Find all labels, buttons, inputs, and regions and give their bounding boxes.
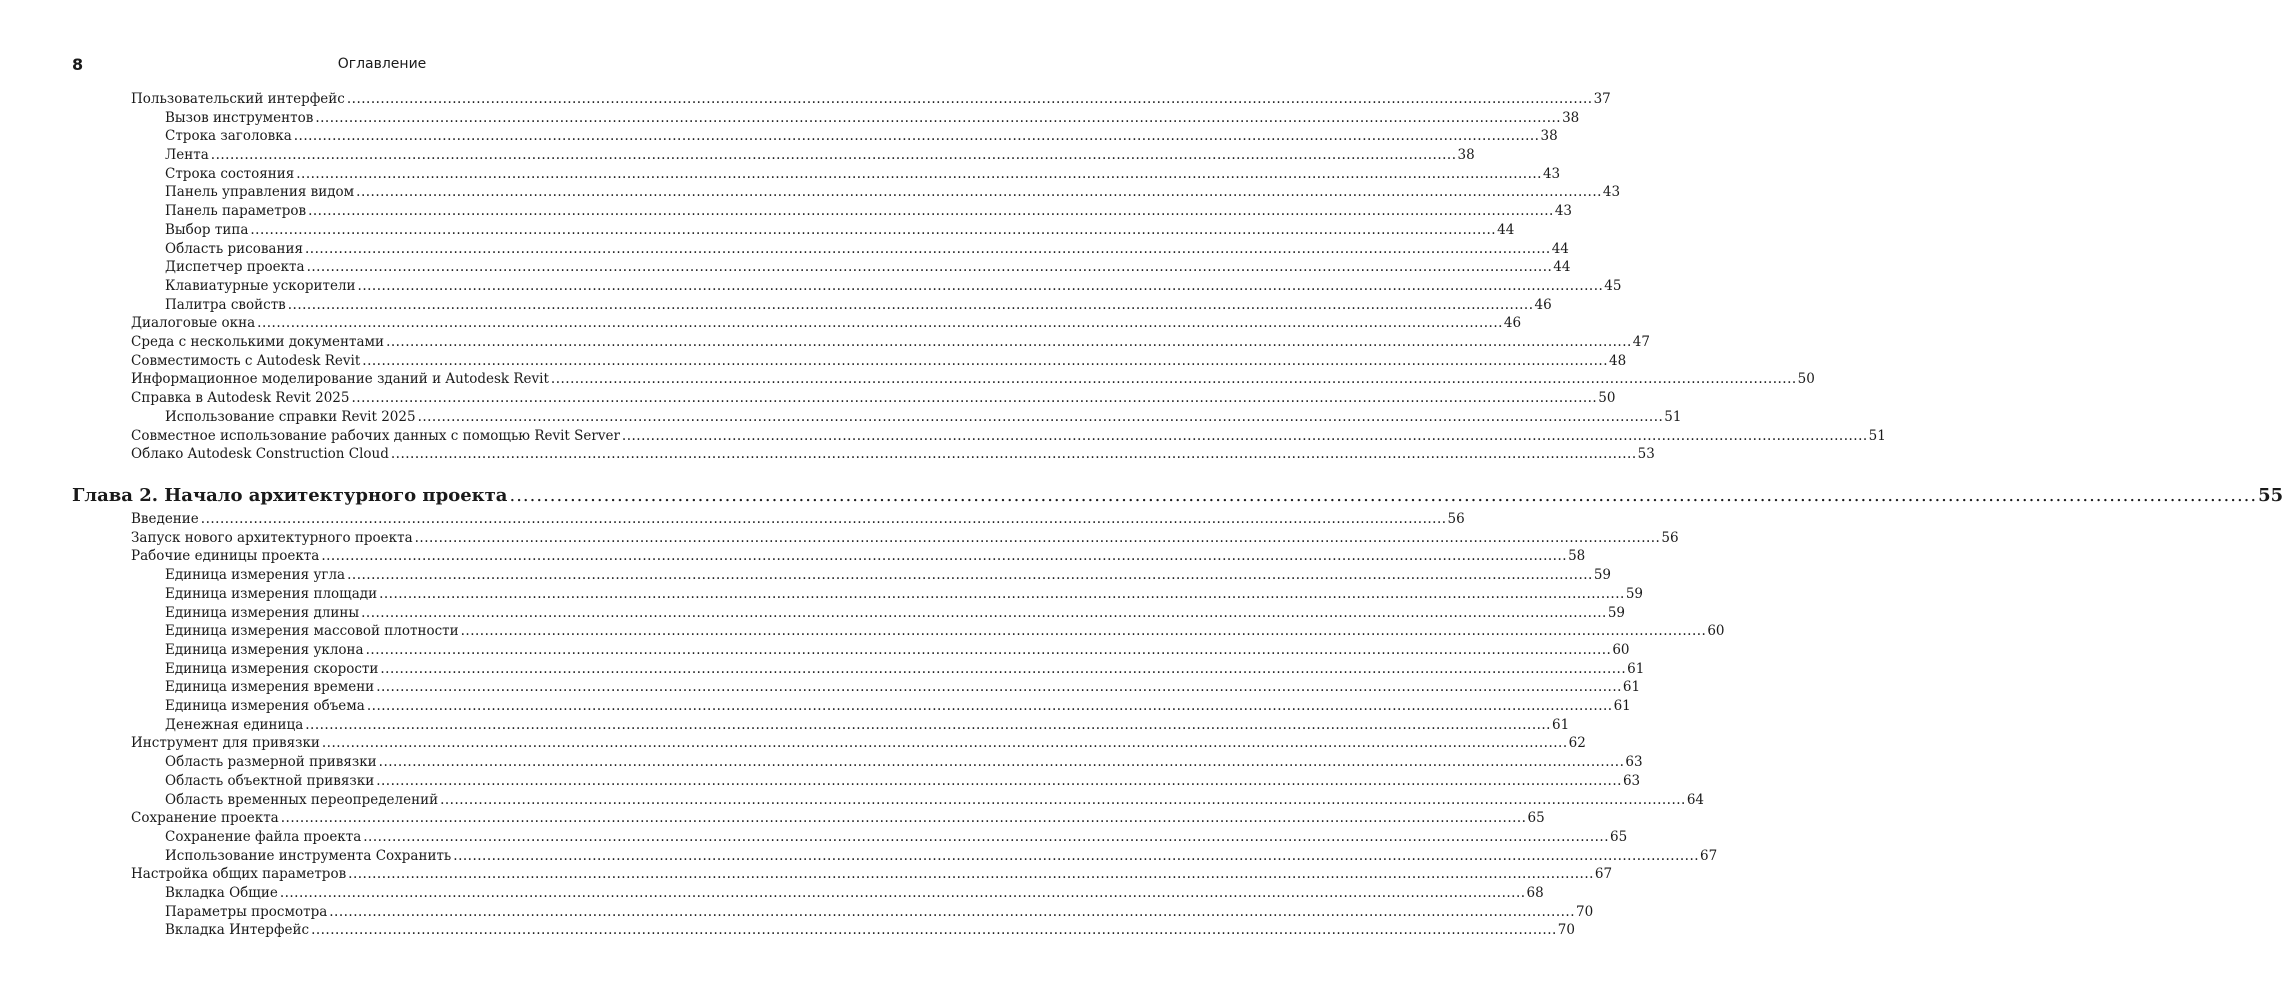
toc-entry [131,314,1522,332]
toc-leader-dots: .................................................................................................................................................................................................................................................................... [366,698,1613,714]
toc-entry-page: 53 [1637,446,1655,462]
toc-entry [131,389,1616,407]
toc-leader-dots: .................................................................................................................................................................................................................................................................... [380,661,1627,677]
toc-entry-page: 59 [1593,567,1612,583]
toc-entry-title: Среда с несколькими документами [131,334,385,350]
running-title: Оглавление [337,56,427,72]
toc-entry [165,240,1569,258]
toc-leader-dots: .................................................................................................................................................................................................................................................................... [365,642,1612,658]
toc-entry-page: 47 [1632,334,1650,350]
page-number: 8 [72,55,84,74]
toc-entry-page: 45 [1604,278,1622,294]
toc-leader-dots: .................................................................................................................................................................................................................................................................... [329,904,1575,920]
toc-entry [131,547,1586,565]
toc-leader-dots: .................................................................................................................................................................................................................................................................... [379,586,1625,602]
toc-entry-title: Параметры просмотра [165,904,328,920]
toc-leader-dots: .................................................................................................................................................................................................................................................................... [304,241,1551,257]
toc-entry-page: 61 [1622,679,1641,695]
toc-entry [165,678,1641,696]
toc-leader-dots: .................................................................................................................................................................................................................................................................... [362,353,1609,369]
toc-entry [131,510,1465,528]
toc-entry-title: Вызов инструментов [165,110,314,126]
toc-leader-dots: .................................................................................................................................................................................................................................................................... [363,829,1609,845]
toc-leader-dots: .................................................................................................................................................................................................................................................................... [210,147,1457,163]
toc-leader-dots: .................................................................................................................................................................................................................................................................... [347,567,1593,583]
toc-entry-title: Область рисования [165,241,303,257]
toc-entry-page: 44 [1551,241,1569,257]
toc-leader-dots: .................................................................................................................................................................................................................................................................... [280,810,1527,826]
toc-entry-page: 59 [1607,605,1626,621]
toc-entry-page: 51 [1868,428,1886,444]
toc-entry-title: Настройка общих параметров [131,866,347,882]
toc-entry-page: 61 [1551,717,1570,733]
toc-leader-dots: .................................................................................................................................................................................................................................................................... [414,530,1661,546]
toc-entry-title: Панель управления видом [165,184,355,200]
toc-entry-title: Совместимость с Autodesk Revit [131,353,361,369]
toc-leader-dots: .................................................................................................................................................................................................................................................................... [621,428,1868,444]
toc-chapter-entry [72,484,2283,508]
toc-leader-dots: .................................................................................................................................................................................................................................................................... [378,754,1625,770]
toc-entry [165,828,1628,846]
toc-entry-page: 56 [1447,511,1465,527]
toc-entry-title: Совместное использование рабочих данных с помощью Revit Server [131,428,620,444]
toc-leader-dots: .................................................................................................................................................................................................................................................................... [305,717,1551,733]
toc-entry [165,109,1580,127]
toc-entry-title: Информационное моделирование зданий и Autodesk Revit [131,371,549,387]
toc-leader-dots: .................................................................................................................................................................................................................................................................... [550,371,1797,387]
toc-entry-page: 48 [1609,353,1627,369]
toc-entry-title: Облако Autodesk Construction Cloud [131,446,389,462]
toc-entry [165,903,1594,921]
toc-entry-page: 50 [1797,371,1815,387]
toc-entry-page: 67 [1700,848,1718,864]
page-header [72,55,692,77]
toc-leader-dots: .................................................................................................................................................................................................................................................................... [509,485,2258,506]
toc-leader-dots: .................................................................................................................................................................................................................................................................... [460,623,1707,639]
toc-entry-page: 67 [1594,866,1613,882]
toc-entry-page: 59 [1625,586,1643,602]
toc-entry-page: 70 [1576,904,1594,920]
toc-entry-title: Вкладка Интерфейс [165,922,310,938]
toc-leader-dots: .................................................................................................................................................................................................................................................................... [440,792,1686,808]
toc-leader-dots: .................................................................................................................................................................................................................................................................... [315,110,1562,126]
toc-entry-page: 70 [1557,922,1575,938]
toc-entry-title: Глава 2. Начало архитектурного проекта [72,485,508,506]
toc-entry-page: 46 [1534,297,1552,313]
toc-leader-dots: .................................................................................................................................................................................................................................................................... [357,278,1604,294]
toc-entry [131,809,1545,827]
toc-leader-dots: .................................................................................................................................................................................................................................................................... [346,91,1593,107]
toc-entry [165,884,1544,902]
toc-leader-dots: .................................................................................................................................................................................................................................................................... [257,315,1503,331]
toc-entry-title: Единица измерения угла [165,567,346,583]
toc-entry [165,408,1682,426]
toc-entry-title: Рабочие единицы проекта [131,548,320,564]
toc-leader-dots: .................................................................................................................................................................................................................................................................... [250,222,1497,238]
toc-leader-dots: .................................................................................................................................................................................................................................................................... [287,297,1534,313]
toc-entry [131,865,1613,883]
toc-entry [131,352,1627,370]
toc-entry-title: Инструмент для привязки [131,735,320,751]
toc-leader-dots: .................................................................................................................................................................................................................................................................... [376,679,1622,695]
toc-entry-title: Денежная единица [165,717,304,733]
toc-entry [131,529,1679,547]
toc-entry-page: 46 [1503,315,1522,331]
toc-leader-dots: .................................................................................................................................................................................................................................................................... [296,166,1542,182]
toc-entry [131,370,1815,388]
toc-entry [165,716,1570,734]
toc-entry-page: 62 [1568,735,1586,751]
toc-entry [165,277,1622,295]
toc-entry-title: Область временных переопределений [165,792,439,808]
toc-entry-title: Справка в Autodesk Revit 2025 [131,390,350,406]
toc-entry-title: Использование инструмента Сохранить [165,848,452,864]
toc-entry-page: 44 [1553,259,1571,275]
toc-entry [165,641,1630,659]
toc-entry-page: 65 [1527,810,1545,826]
toc-entry-title: Единица измерения площади [165,586,378,602]
toc-entry-title: Единица измерения массовой плотности [165,623,459,639]
toc-leader-dots: .................................................................................................................................................................................................................................................................... [308,203,1554,219]
toc-entry [165,604,1626,622]
toc-entry-page: 38 [1457,147,1475,163]
toc-entry-title: Вкладка Общие [165,885,278,901]
toc-entry-page: 51 [1664,409,1682,425]
toc-leader-dots: .................................................................................................................................................................................................................................................................... [279,885,1526,901]
toc-entry-page: 65 [1610,829,1628,845]
toc-entry-title: Единица измерения скорости [165,661,379,677]
toc-entry-title: Единица измерения объема [165,698,365,714]
toc-entry-page: 63 [1625,754,1643,770]
toc-entry-page: 43 [1542,166,1561,182]
toc-entry-title: Лента [165,147,209,163]
toc-leader-dots: .................................................................................................................................................................................................................................................................... [311,922,1557,938]
toc-entry-title: Сохранение файла проекта [165,829,362,845]
toc-entry-page: 50 [1598,390,1616,406]
toc-leader-dots: .................................................................................................................................................................................................................................................................... [293,128,1540,144]
toc-entry-page: 60 [1707,623,1725,639]
toc-leader-dots: .................................................................................................................................................................................................................................................................... [453,848,1700,864]
toc-entry [165,202,1573,220]
toc-leader-dots: .................................................................................................................................................................................................................................................................... [390,446,1637,462]
toc-entry [165,296,1552,314]
toc-entry-title: Строка заголовка [165,128,292,144]
toc-leader-dots: .................................................................................................................................................................................................................................................................... [200,511,1447,527]
toc-leader-dots: .................................................................................................................................................................................................................................................................... [321,735,1568,751]
toc-entry-page: 61 [1613,698,1631,714]
toc-entry [165,791,1705,809]
toc-entry [165,921,1575,939]
toc-entry-page: 43 [1554,203,1573,219]
toc-entry [131,445,1655,463]
toc-leader-dots: .................................................................................................................................................................................................................................................................... [348,866,1594,882]
toc-leader-dots: .................................................................................................................................................................................................................................................................... [321,548,1568,564]
toc-entry [165,772,1641,790]
toc-entry-title: Единица измерения длины [165,605,360,621]
toc-entry-title: Сохранение проекта [131,810,279,826]
toc-entry [131,734,1586,752]
toc-entry-title: Панель параметров [165,203,307,219]
toc-leader-dots: .................................................................................................................................................................................................................................................................... [356,184,1602,200]
toc-entry-title: Палитра свойств [165,297,286,313]
toc-entry [165,183,1621,201]
toc-entry-title: Клавиатурные ускорители [165,278,356,294]
toc-entry [165,221,1515,239]
toc-entry-title: Единица измерения времени [165,679,375,695]
toc-entry-page: 37 [1593,91,1611,107]
toc-entry [131,333,1650,351]
toc-entry-page: 60 [1612,642,1630,658]
toc-entry-page: 38 [1540,128,1558,144]
toc-entry-title: Единица измерения уклона [165,642,364,658]
toc-leader-dots: .................................................................................................................................................................................................................................................................... [386,334,1632,350]
toc-entry [165,258,1571,276]
toc-entry [165,566,1612,584]
toc-entry-page: 43 [1602,184,1621,200]
toc-entry-title: Выбор типа [165,222,249,238]
toc-entry [165,660,1645,678]
toc-leader-dots: .................................................................................................................................................................................................................................................................... [351,390,1598,406]
toc-leader-dots: .................................................................................................................................................................................................................................................................... [376,773,1622,789]
toc-leader-dots: .................................................................................................................................................................................................................................................................... [361,605,1607,621]
toc-entry-page: 63 [1622,773,1641,789]
toc-entry-page: 61 [1627,661,1645,677]
toc-entry-title: Запуск нового архитектурного проекта [131,530,413,546]
toc-leader-dots: .................................................................................................................................................................................................................................................................... [306,259,1553,275]
toc-entry [165,697,1631,715]
toc-entry-page: 58 [1568,548,1586,564]
toc-entry [165,127,1558,145]
toc-entry-title: Строка состояния [165,166,295,182]
toc-entry [131,90,1611,108]
toc-entry-page: 56 [1661,530,1679,546]
toc-entry-page: 55 [2258,485,2283,506]
toc-entry-title: Использование справки Revit 2025 [165,409,416,425]
toc-entry [165,146,1475,164]
toc-entry-title: Диспетчер проекта [165,259,305,275]
toc-entry-title: Область размерной привязки [165,754,377,770]
toc-entry-page: 38 [1562,110,1580,126]
toc-entry [165,585,1643,603]
toc-entry-title: Введение [131,511,199,527]
toc-entry-page: 64 [1686,792,1705,808]
toc-entry [165,622,1725,640]
toc-entry-title: Пользовательский интерфейс [131,91,345,107]
toc-leader-dots: .................................................................................................................................................................................................................................................................... [417,409,1664,425]
toc-entry [165,753,1643,771]
toc-entry [165,165,1561,183]
toc-entry-page: 44 [1497,222,1515,238]
toc-entry [165,847,1718,865]
toc-entry-page: 68 [1526,885,1544,901]
toc-entry-title: Диалоговые окна [131,315,256,331]
toc-entry [131,427,1886,445]
toc-entry-title: Область объектной привязки [165,773,375,789]
